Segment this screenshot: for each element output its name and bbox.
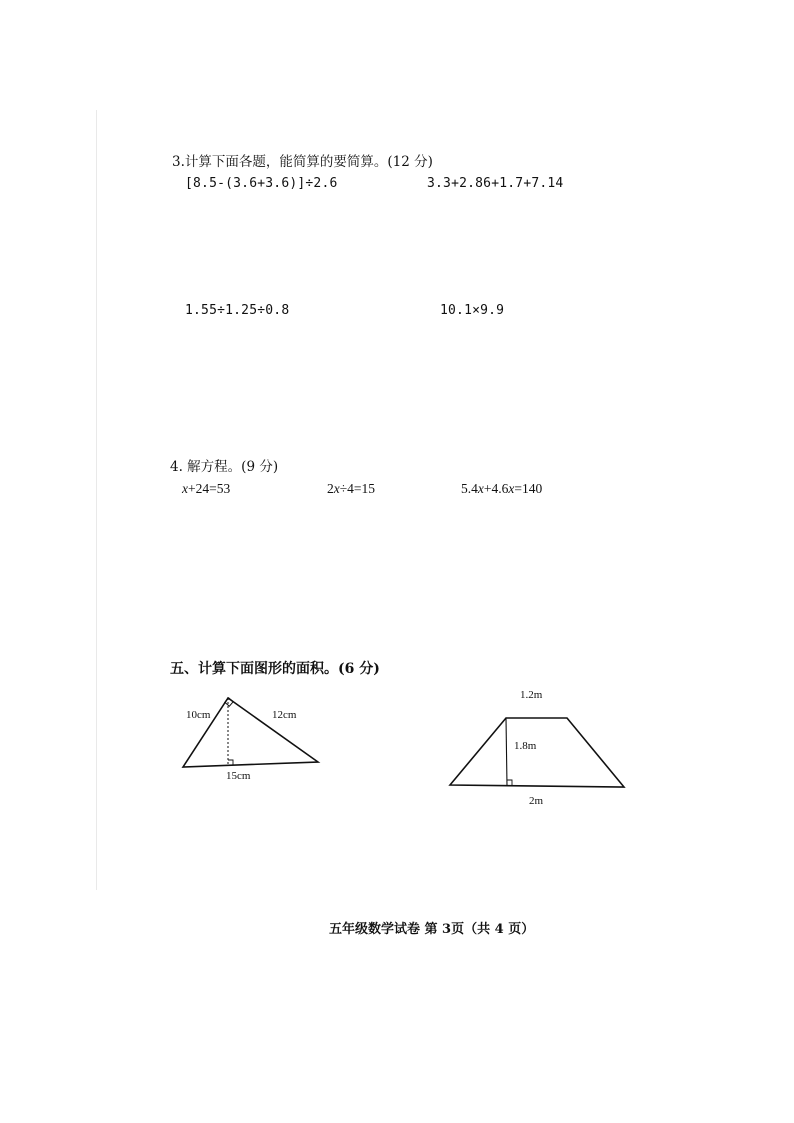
expression-3: 1.55÷1.25÷0.8 xyxy=(185,303,290,318)
trapezoid-height-label: 1.8m xyxy=(514,740,537,752)
trapezoid-height-line xyxy=(506,718,507,786)
equation-3-var-2: x xyxy=(508,481,515,496)
equation-3-rest: =140 xyxy=(514,481,543,496)
equation-2-pre: 2 xyxy=(327,481,334,496)
triangle-right-side-label: 12cm xyxy=(272,709,297,721)
trapezoid-base-label: 2m xyxy=(529,795,544,807)
expression-4: 10.1×9.9 xyxy=(440,303,505,318)
triangle-base-label: 15cm xyxy=(226,770,251,782)
equation-3-mid: +4.6 xyxy=(483,481,509,496)
page-footer: 五年级数学试卷 第 3页（共 4 页） xyxy=(329,922,535,937)
equation-1-var: x xyxy=(182,481,188,496)
expression-2: 3.3+2.86+1.7+7.14 xyxy=(427,176,564,191)
equation-3-a: 5.4 xyxy=(461,481,478,496)
equation-2-var: x xyxy=(333,481,340,496)
section-5-title: 五、计算下面图形的面积。(6 分) xyxy=(170,661,380,677)
equation-2-rest: ÷4=15 xyxy=(339,481,376,496)
trapezoid-outline xyxy=(450,718,624,787)
trapezoid-top-label: 1.2m xyxy=(520,689,543,701)
triangle-left-side-label: 10cm xyxy=(186,709,211,721)
equation-3-var-1: x xyxy=(477,481,484,496)
question-3-title: 3.计算下面各题，能简算的要简算。(12 分) xyxy=(172,154,433,170)
question-4-title: 4. 解方程。(9 分) xyxy=(170,459,279,475)
expression-1: [8.5-(3.6+3.6)]÷2.6 xyxy=(185,176,338,191)
equation-1-rest: +24=53 xyxy=(188,481,231,496)
